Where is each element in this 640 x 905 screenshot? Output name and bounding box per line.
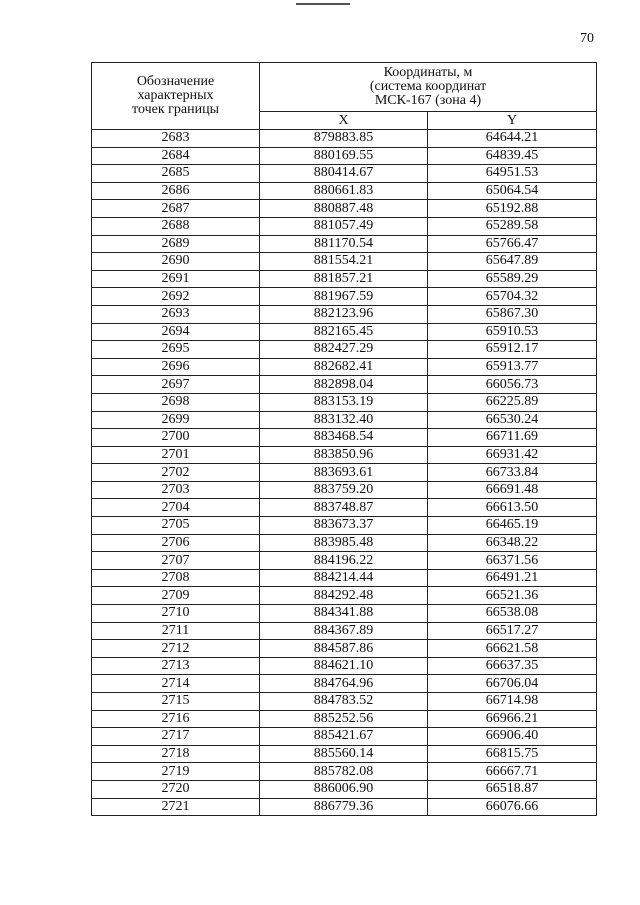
header-x: X: [260, 112, 428, 130]
table-row: [92, 429, 597, 447]
table-row: [92, 605, 597, 623]
table-row: [92, 763, 597, 781]
point-id-cell: 2719: [92, 763, 260, 781]
table-row: [92, 253, 597, 271]
point-id-cell: 2712: [92, 640, 260, 658]
x-coord-cell: 886006.90: [260, 780, 428, 798]
header-point-label-text: Обозначение характерных точек границы: [132, 74, 219, 117]
y-coord-cell: 66521.36: [428, 587, 597, 605]
x-coord-cell: 883748.87: [260, 499, 428, 517]
x-coord-cell: 880414.67: [260, 165, 428, 183]
table-row: [92, 657, 597, 675]
table-row: [92, 640, 597, 658]
table-row: [92, 288, 597, 306]
point-id-cell: 2717: [92, 728, 260, 746]
point-id-cell: 2691: [92, 270, 260, 288]
table-row: [92, 499, 597, 517]
y-coord-cell: 66637.35: [428, 657, 597, 675]
point-id-cell: 2708: [92, 569, 260, 587]
x-coord-cell: 882165.45: [260, 323, 428, 341]
point-id-cell: 2689: [92, 235, 260, 253]
x-coord-cell: 885782.08: [260, 763, 428, 781]
point-id-cell: 2696: [92, 358, 260, 376]
y-coord-cell: 66714.98: [428, 693, 597, 711]
y-coord-cell: 64644.21: [428, 130, 597, 148]
table-row: [92, 235, 597, 253]
x-coord-cell: 884367.89: [260, 622, 428, 640]
table-row: [92, 411, 597, 429]
x-coord-cell: 883850.96: [260, 446, 428, 464]
y-coord-cell: 65910.53: [428, 323, 597, 341]
point-id-cell: 2718: [92, 745, 260, 763]
y-coord-cell: 64951.53: [428, 165, 597, 183]
point-id-cell: 2693: [92, 305, 260, 323]
table-row: [92, 182, 597, 200]
x-coord-cell: 880887.48: [260, 200, 428, 218]
table-row: [92, 376, 597, 394]
y-coord-cell: 66691.48: [428, 481, 597, 499]
point-id-cell: 2686: [92, 182, 260, 200]
point-id-cell: 2690: [92, 253, 260, 271]
x-coord-cell: 881967.59: [260, 288, 428, 306]
header-coords-label: [260, 63, 597, 112]
x-coord-cell: 882898.04: [260, 376, 428, 394]
x-coord-cell: 885252.56: [260, 710, 428, 728]
x-coord-cell: 883693.61: [260, 464, 428, 482]
table-row: [92, 393, 597, 411]
x-coord-cell: 882123.96: [260, 305, 428, 323]
table-row: [92, 323, 597, 341]
x-coord-cell: 884621.10: [260, 657, 428, 675]
table-row: [92, 675, 597, 693]
point-id-cell: 2709: [92, 587, 260, 605]
y-coord-cell: 66371.56: [428, 552, 597, 570]
y-coord-cell: 66621.58: [428, 640, 597, 658]
point-id-cell: 2700: [92, 429, 260, 447]
point-id-cell: 2721: [92, 798, 260, 816]
point-id-cell: 2692: [92, 288, 260, 306]
x-coord-cell: 884292.48: [260, 587, 428, 605]
point-id-cell: 2683: [92, 130, 260, 148]
table-row: [92, 481, 597, 499]
point-id-cell: 2702: [92, 464, 260, 482]
header-coords-label-text: Координаты, м (система координат МСК-167 (зона 4): [369, 65, 487, 108]
point-id-cell: 2714: [92, 675, 260, 693]
x-coord-cell: 883673.37: [260, 517, 428, 535]
x-coord-cell: 881857.21: [260, 270, 428, 288]
table-row: [92, 693, 597, 711]
y-coord-cell: 66056.73: [428, 376, 597, 394]
table-row: [92, 147, 597, 165]
y-coord-cell: 65192.88: [428, 200, 597, 218]
table-row: [92, 534, 597, 552]
x-coord-cell: 885560.14: [260, 745, 428, 763]
header-y: Y: [428, 112, 597, 130]
point-id-cell: 2715: [92, 693, 260, 711]
x-coord-cell: 884341.88: [260, 605, 428, 623]
table-row: [92, 341, 597, 359]
y-coord-cell: 66711.69: [428, 429, 597, 447]
y-coord-cell: 66517.27: [428, 622, 597, 640]
y-coord-cell: 66667.71: [428, 763, 597, 781]
point-id-cell: 2684: [92, 147, 260, 165]
table-row: [92, 305, 597, 323]
y-coord-cell: 66706.04: [428, 675, 597, 693]
x-coord-cell: 883985.48: [260, 534, 428, 552]
y-coord-cell: 65766.47: [428, 235, 597, 253]
x-coord-cell: 881554.21: [260, 253, 428, 271]
table-row: [92, 552, 597, 570]
y-coord-cell: 66491.21: [428, 569, 597, 587]
point-id-cell: 2697: [92, 376, 260, 394]
table-row: [92, 200, 597, 218]
y-coord-cell: 66348.22: [428, 534, 597, 552]
table-row: [92, 446, 597, 464]
y-coord-cell: 66733.84: [428, 464, 597, 482]
table-row: [92, 517, 597, 535]
x-coord-cell: 886779.36: [260, 798, 428, 816]
point-id-cell: 2688: [92, 217, 260, 235]
x-coord-cell: 884587.86: [260, 640, 428, 658]
table-row: [92, 358, 597, 376]
point-id-cell: 2704: [92, 499, 260, 517]
y-coord-cell: 66906.40: [428, 728, 597, 746]
x-coord-cell: 884783.52: [260, 693, 428, 711]
point-id-cell: 2685: [92, 165, 260, 183]
y-coord-cell: 65704.32: [428, 288, 597, 306]
point-id-cell: 2703: [92, 481, 260, 499]
y-coord-cell: 66931.42: [428, 446, 597, 464]
y-coord-cell: 66966.21: [428, 710, 597, 728]
table-row: [92, 710, 597, 728]
y-coord-cell: 66225.89: [428, 393, 597, 411]
y-coord-cell: 65289.58: [428, 217, 597, 235]
y-coord-cell: 65867.30: [428, 305, 597, 323]
point-id-cell: 2701: [92, 446, 260, 464]
point-id-cell: 2707: [92, 552, 260, 570]
y-coord-cell: 65912.17: [428, 341, 597, 359]
point-id-cell: 2706: [92, 534, 260, 552]
table-row: [92, 217, 597, 235]
coordinates-table: [91, 62, 597, 816]
table-row: [92, 798, 597, 816]
table-body: [92, 130, 597, 816]
x-coord-cell: 884214.44: [260, 569, 428, 587]
point-id-cell: 2695: [92, 341, 260, 359]
point-id-cell: 2694: [92, 323, 260, 341]
x-coord-cell: 883759.20: [260, 481, 428, 499]
y-coord-cell: 66530.24: [428, 411, 597, 429]
table-row: [92, 130, 597, 148]
x-coord-cell: 885421.67: [260, 728, 428, 746]
table-row: [92, 165, 597, 183]
table-row: [92, 464, 597, 482]
y-coord-cell: 65647.89: [428, 253, 597, 271]
point-id-cell: 2699: [92, 411, 260, 429]
point-id-cell: 2713: [92, 657, 260, 675]
table-row: [92, 745, 597, 763]
y-coord-cell: 65589.29: [428, 270, 597, 288]
y-coord-cell: 66613.50: [428, 499, 597, 517]
x-coord-cell: 879883.85: [260, 130, 428, 148]
y-coord-cell: 66538.08: [428, 605, 597, 623]
y-coord-cell: 66518.87: [428, 780, 597, 798]
x-coord-cell: 884196.22: [260, 552, 428, 570]
x-coord-cell: 883132.40: [260, 411, 428, 429]
table-row: [92, 622, 597, 640]
y-coord-cell: 66815.75: [428, 745, 597, 763]
x-coord-cell: 883468.54: [260, 429, 428, 447]
point-id-cell: 2716: [92, 710, 260, 728]
point-id-cell: 2698: [92, 393, 260, 411]
table-row: [92, 569, 597, 587]
point-id-cell: 2687: [92, 200, 260, 218]
header-point-label: [92, 63, 260, 130]
table-row: [92, 270, 597, 288]
page-number: 70: [580, 31, 594, 46]
point-id-cell: 2711: [92, 622, 260, 640]
y-coord-cell: 66076.66: [428, 798, 597, 816]
point-id-cell: 2720: [92, 780, 260, 798]
point-id-cell: 2710: [92, 605, 260, 623]
y-coord-cell: 64839.45: [428, 147, 597, 165]
x-coord-cell: 880661.83: [260, 182, 428, 200]
y-coord-cell: 66465.19: [428, 517, 597, 535]
x-coord-cell: 882427.29: [260, 341, 428, 359]
x-coord-cell: 884764.96: [260, 675, 428, 693]
x-coord-cell: 882682.41: [260, 358, 428, 376]
top-mark-line: [296, 3, 350, 5]
y-coord-cell: 65913.77: [428, 358, 597, 376]
x-coord-cell: 883153.19: [260, 393, 428, 411]
table-row: [92, 587, 597, 605]
x-coord-cell: 880169.55: [260, 147, 428, 165]
table-row: [92, 728, 597, 746]
y-coord-cell: 65064.54: [428, 182, 597, 200]
x-coord-cell: 881057.49: [260, 217, 428, 235]
x-coord-cell: 881170.54: [260, 235, 428, 253]
point-id-cell: 2705: [92, 517, 260, 535]
table-row: [92, 780, 597, 798]
